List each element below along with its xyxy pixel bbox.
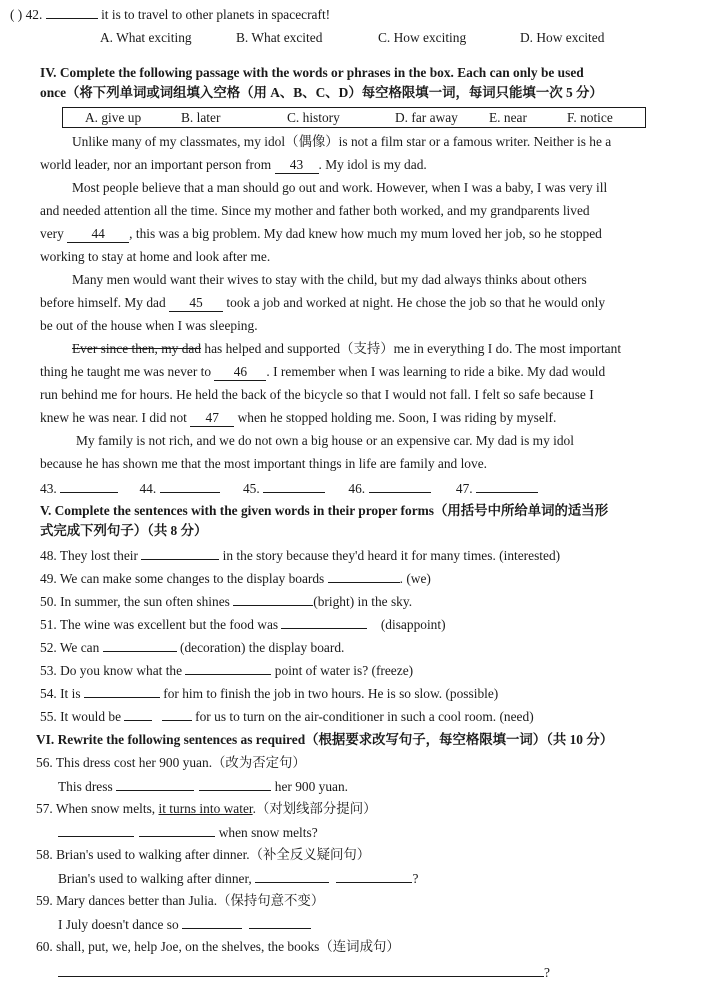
section-4-heading: IV. Complete the following passage with the words or phrases in the box. Each can only be used: [40, 65, 584, 80]
q42-option-c[interactable]: C. How exciting: [378, 30, 467, 45]
blank-59a[interactable]: [182, 914, 242, 929]
passage-p5-line2: because he has shown me that the most important things in life are family and love.: [40, 456, 487, 471]
passage-p4-line1: Ever since then, my dad has helped and supported（支持）me in everything I do. The most important: [72, 341, 622, 356]
question-58: 58. Brian's used to walking after dinner.（补全反义疑问句）: [36, 847, 371, 862]
passage-p2-line3: very 44 , this was a big problem. My dad knew how much my mum loved her job, so he stopped: [40, 226, 602, 241]
blank-56b[interactable]: [199, 776, 271, 791]
word-option-f: F. notice: [567, 110, 613, 125]
passage-p1-line1: Unlike many of my classmates, my idol（偶像）is not a film star or a famous writer. Neither is he a: [72, 134, 612, 149]
blank-49[interactable]: [328, 568, 400, 583]
passage-p5-line1: My family is not rich, and we do not own a big house or an expensive car. My dad is my idol: [76, 433, 574, 448]
passage-p4-line2: thing he taught me was never to 46 . I remember when I was learning to ride a bike. My dad would: [40, 364, 606, 379]
blank-54[interactable]: [84, 683, 160, 698]
question-59-answer: I July doesn't dance so: [58, 914, 311, 935]
blank-58a[interactable]: [255, 868, 329, 883]
question-56-answer: This dress her 900 yuan.: [58, 776, 348, 797]
answer-row: 43. 44. 45. 46. 47.: [40, 478, 538, 499]
question-59: 59. Mary dances better than Julia.（保持句意不变）: [36, 893, 325, 908]
section-5-heading: V. Complete the sentences with the given words in their proper forms（用括号中所给单词的适当形: [40, 503, 609, 518]
blank-56a[interactable]: [116, 776, 194, 791]
blank-57b[interactable]: [139, 822, 215, 837]
question-58-answer: Brian's used to walking after dinner, ?: [58, 868, 418, 889]
question-50: 50. In summer, the sun often shines (bright) in the sky.: [40, 591, 412, 612]
question-51: 51. The wine was excellent but the food was (disappoint): [40, 614, 446, 635]
blank-50[interactable]: [233, 591, 313, 606]
passage-p2-line1: Most people believe that a man should go out and work. However, when I was a baby, I was very ill: [72, 180, 608, 195]
question-57: 57. When snow melts, it turns into water.（对划线部分提问）: [36, 801, 377, 816]
answer-paren: ( ) 42.: [10, 7, 43, 22]
word-option-c: C. history: [287, 110, 340, 125]
blank-47[interactable]: 47: [190, 410, 234, 427]
passage-p3-line2: before himself. My dad 45 took a job and worked at night. He chose the job so that he would only: [40, 295, 606, 310]
blank-58b[interactable]: [336, 868, 412, 883]
answer-46-field[interactable]: [369, 478, 431, 493]
passage-p4-line4: knew he was near. I did not 47 when he stopped holding me. Soon, I was riding by myself.: [40, 410, 557, 425]
blank-46[interactable]: 46: [214, 364, 266, 381]
answer-43-field[interactable]: [60, 478, 118, 493]
question-52: 52. We can (decoration) the display board.: [40, 637, 344, 658]
blank-48[interactable]: [141, 545, 219, 560]
blank-57a[interactable]: [58, 822, 134, 837]
question-53: 53. Do you know what the point of water is? (freeze): [40, 660, 413, 681]
passage-p4-line3: run behind me for hours. He held the back of the bicycle so that I would not fall. I felt so safe because I: [40, 387, 594, 402]
blank-55b[interactable]: [162, 706, 192, 721]
blank-51[interactable]: [281, 614, 367, 629]
blank-60[interactable]: [58, 962, 544, 977]
word-option-e: E. near: [489, 110, 527, 125]
blank-42[interactable]: [46, 4, 98, 19]
section-6-heading: VI. Rewrite the following sentences as required（根据要求改写句子，每空格限填一词）（共 10 分）: [36, 732, 614, 747]
blank-59b[interactable]: [249, 914, 311, 929]
question-55: 55. It would be for us to turn on the air-conditioner in such a cool room. (need): [40, 706, 534, 727]
answer-44-field[interactable]: [160, 478, 220, 493]
word-box: [62, 107, 646, 128]
word-option-b: B. later: [181, 110, 221, 125]
question-42: [10, 4, 330, 25]
word-option-a: A. give up: [85, 110, 142, 125]
question-48: 48. They lost their in the story because they'd heard it for many times. (interested): [40, 545, 560, 566]
blank-45[interactable]: 45: [169, 295, 223, 312]
question-54: 54. It is for him to finish the job in two hours. He is so slow. (possible): [40, 683, 498, 704]
passage-p3-line1: Many men would want their wives to stay with the child, but my dad always thinks about others: [72, 272, 587, 287]
question-60: 60. shall, put, we, help Joe, on the shelves, the books（连词成句）: [36, 939, 400, 954]
word-option-d: D. far away: [395, 110, 458, 125]
blank-43[interactable]: 43: [275, 157, 319, 174]
section-5-heading-2: 式完成下列句子）（共 8 分）: [40, 523, 208, 538]
answer-47-field[interactable]: [476, 478, 538, 493]
passage-p1-line2: world leader, nor an important person from 43 . My idol is my dad.: [40, 157, 427, 172]
question-42-stem: it is to travel to other planets in spacecraft!: [101, 7, 331, 22]
question-60-answer: ?: [58, 962, 550, 983]
question-57-answer: when snow melts?: [58, 822, 318, 843]
answer-45-field[interactable]: [263, 478, 325, 493]
blank-55a[interactable]: [124, 706, 152, 721]
blank-52[interactable]: [103, 637, 177, 652]
q42-option-d[interactable]: D. How excited: [520, 30, 605, 45]
underlined-part: it turns into water: [158, 801, 253, 816]
blank-53[interactable]: [185, 660, 271, 675]
q42-option-b[interactable]: B. What excited: [236, 30, 323, 45]
section-4-heading-2: once（将下列单词或词组填入空格（用 A、B、C、D）每空格限填一词，每词只能填一次 5 分）: [40, 85, 603, 100]
q42-option-a[interactable]: A. What exciting: [100, 30, 192, 45]
question-56: 56. This dress cost her 900 yuan.（改为否定句）: [36, 755, 306, 770]
passage-p3-line3: be out of the house when I was sleeping.: [40, 318, 258, 333]
question-49: 49. We can make some changes to the display boards . (we): [40, 568, 431, 589]
blank-44[interactable]: 44: [67, 226, 129, 243]
passage-p2-line2: and needed attention all the time. Since my mother and father both worked, and my grandparents lived: [40, 203, 590, 218]
passage-p2-line4: working to stay at home and look after me.: [40, 249, 271, 264]
